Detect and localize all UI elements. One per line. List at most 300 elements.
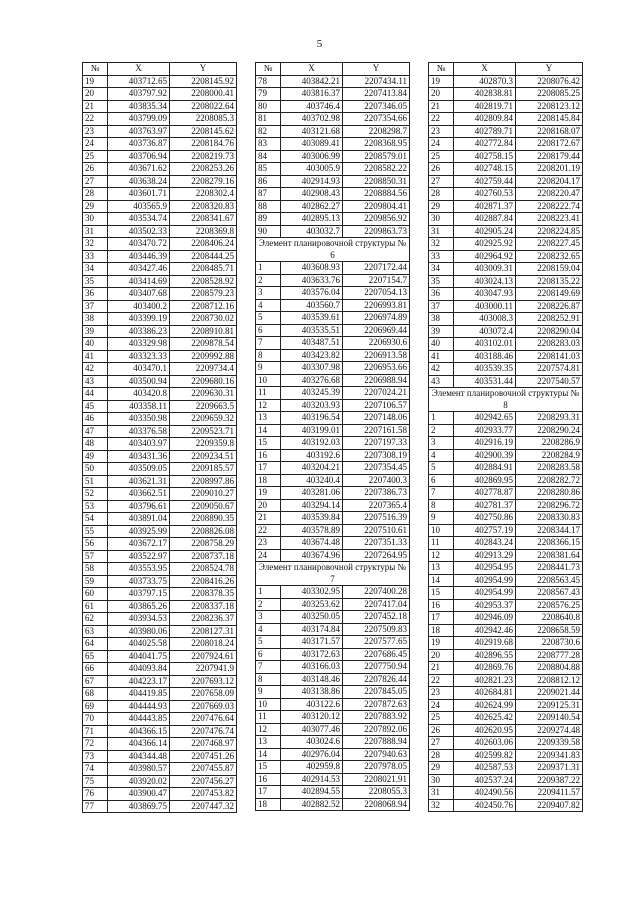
x-coordinate: 402905.24 [454,225,516,238]
point-number: 27 [83,175,108,188]
coordinates-table-3 [428,62,583,812]
y-coordinate: 2208280.86 [516,487,583,500]
table-row [83,313,237,326]
x-coordinate: 403423.82 [281,349,343,362]
y-coordinate: 2209734.4 [170,363,237,376]
table-row [256,449,410,462]
point-number: 67 [83,675,108,688]
table-row [429,649,583,662]
y-coordinate: 2208279.16 [170,175,237,188]
table-row [429,474,583,487]
y-coordinate: 2208528.92 [170,275,237,288]
x-coordinate: 403702.98 [281,113,343,126]
table-row [429,749,583,762]
point-number: 12 [256,723,281,736]
y-coordinate: 2207417.04 [343,598,410,611]
table-row [429,624,583,637]
y-coordinate: 2208378.35 [170,588,237,601]
y-coordinate: 2208524.78 [170,563,237,576]
point-number: 13 [429,562,454,575]
y-coordinate: 2208826.08 [170,525,237,538]
y-coordinate: 2207308.19 [343,449,410,462]
x-coordinate: 403934.53 [108,613,170,626]
header-y: Y [516,63,583,76]
point-number: 17 [256,786,281,799]
x-coordinate: 403470.1 [108,363,170,376]
table-row [83,638,237,651]
y-coordinate: 2208076.42 [516,75,583,88]
point-number: 49 [83,450,108,463]
table-row [83,375,237,388]
point-number: 23 [256,537,281,550]
table-row [429,637,583,650]
table-row [429,325,583,338]
x-coordinate: 402843.24 [454,537,516,550]
table-row [83,788,237,801]
y-coordinate: 2209630.31 [170,388,237,401]
point-number: 7 [429,487,454,500]
point-number: 37 [429,300,454,313]
y-coordinate: 2207354.66 [343,113,410,126]
table-row [429,150,583,163]
table-row [256,698,410,711]
table-row [429,313,583,326]
table-row [256,648,410,661]
point-number: 15 [256,761,281,774]
y-coordinate: 2207510.61 [343,524,410,537]
point-number: 81 [256,113,281,126]
y-coordinate: 2209125.31 [516,699,583,712]
y-coordinate: 2208296.72 [516,499,583,512]
point-number: 19 [83,75,108,88]
table-row [429,449,583,462]
x-coordinate: 403816.37 [281,88,343,101]
point-number: 21 [429,100,454,113]
y-coordinate: 2208018.24 [170,638,237,651]
section-heading: Элемент планировочной структуры № 7 [256,562,410,586]
x-coordinate: 402778.87 [454,487,516,500]
y-coordinate: 2209185.57 [170,463,237,476]
y-coordinate: 2207888.94 [343,736,410,749]
point-number: 2 [256,274,281,287]
point-number: 62 [83,613,108,626]
y-coordinate: 2208232.65 [516,250,583,263]
x-coordinate: 403196.54 [281,412,343,425]
point-number: 18 [429,624,454,637]
x-coordinate: 403329.98 [108,338,170,351]
table-row [256,225,410,238]
point-number: 89 [256,213,281,226]
point-number: 26 [429,724,454,737]
y-coordinate: 2208369.8 [170,225,237,238]
table-row [83,88,237,101]
x-coordinate: 402959.8 [281,761,343,774]
table-row [256,163,410,176]
table-row [429,263,583,276]
table-row [429,612,583,625]
point-number: 3 [429,437,454,450]
y-coordinate: 2206988.94 [343,374,410,387]
x-coordinate: 402624.99 [454,699,516,712]
y-coordinate: 2209234.51 [170,450,237,463]
point-number: 41 [83,350,108,363]
table-row [256,773,410,786]
y-coordinate: 2208290.24 [516,424,583,437]
x-coordinate: 402914.53 [281,773,343,786]
y-coordinate: 2208758.29 [170,538,237,551]
y-coordinate: 2206913.58 [343,349,410,362]
table-row [83,125,237,138]
x-coordinate: 402900.39 [454,449,516,462]
x-coordinate: 402789.71 [454,125,516,138]
point-number: 40 [429,338,454,351]
point-number: 15 [429,587,454,600]
table-row [429,375,583,388]
point-number: 29 [429,762,454,775]
y-coordinate: 2207686.45 [343,648,410,661]
table-row [429,163,583,176]
y-coordinate: 2208253.26 [170,163,237,176]
y-coordinate: 2207826.44 [343,673,410,686]
table-row [83,475,237,488]
point-number: 39 [429,325,454,338]
table-row [429,250,583,263]
table-row [256,537,410,550]
y-coordinate: 2208220.47 [516,188,583,201]
x-coordinate: 403925.99 [108,525,170,538]
x-coordinate: 403302.95 [281,586,343,599]
point-number: 22 [256,524,281,537]
y-coordinate: 2207574.81 [516,363,583,376]
table-row [256,549,410,562]
y-coordinate: 2208149.69 [516,288,583,301]
table-row [429,712,583,725]
point-number: 22 [429,113,454,126]
point-number: 47 [83,425,108,438]
y-coordinate: 2208085.3 [170,113,237,126]
point-number: 79 [256,88,281,101]
y-coordinate: 2208812.12 [516,674,583,687]
table-row [83,263,237,276]
y-coordinate: 2208224.85 [516,225,583,238]
point-number: 13 [256,412,281,425]
y-coordinate: 2208576.25 [516,599,583,612]
header-number: № [83,63,108,76]
y-coordinate: 2209804.41 [343,200,410,213]
point-number: 35 [429,275,454,288]
point-number: 21 [429,662,454,675]
x-coordinate: 403796.61 [108,500,170,513]
y-coordinate: 2208201.19 [516,163,583,176]
table-row [429,412,583,425]
point-number: 32 [83,238,108,251]
x-coordinate: 402781.37 [454,499,516,512]
table-row [83,188,237,201]
point-number: 23 [429,125,454,138]
point-number: 10 [429,524,454,537]
x-coordinate: 403431.36 [108,450,170,463]
point-number: 59 [83,575,108,588]
point-number: 30 [429,213,454,226]
point-number: 57 [83,550,108,563]
y-coordinate: 2208184.76 [170,138,237,151]
table-row [429,300,583,313]
y-coordinate: 2207476.74 [170,725,237,738]
table-row [83,275,237,288]
x-coordinate: 402869.95 [454,474,516,487]
header-number: № [429,63,454,76]
table-row [256,611,410,624]
point-number: 64 [83,638,108,651]
point-number: 32 [429,799,454,812]
x-coordinate: 402896.55 [454,649,516,662]
point-number: 29 [429,200,454,213]
x-coordinate: 403276.68 [281,374,343,387]
point-number: 2 [256,598,281,611]
point-number: 13 [256,736,281,749]
x-coordinate: 404344.48 [108,750,170,763]
point-number: 76 [83,788,108,801]
table-row [83,450,237,463]
y-coordinate: 2207476.64 [170,713,237,726]
table-row [256,387,410,400]
header-x: X [108,63,170,76]
x-coordinate: 404366.14 [108,738,170,751]
table-row [429,549,583,562]
point-number: 8 [256,349,281,362]
table-row [83,700,237,713]
table-row [429,200,583,213]
table-row [256,100,410,113]
y-coordinate: 2209863.73 [343,225,410,238]
point-number: 20 [429,649,454,662]
y-coordinate: 2207400.28 [343,586,410,599]
y-coordinate: 2208283.03 [516,338,583,351]
y-coordinate: 2208444.25 [170,250,237,263]
table-row [429,424,583,437]
point-number: 43 [83,375,108,388]
y-coordinate: 2208344.17 [516,524,583,537]
y-coordinate: 2207455.87 [170,763,237,776]
x-coordinate: 403281.06 [281,487,343,500]
point-number: 10 [256,698,281,711]
point-number: 7 [256,661,281,674]
point-number: 63 [83,625,108,638]
point-number: 24 [429,138,454,151]
table-row [429,699,583,712]
point-number: 25 [429,712,454,725]
y-coordinate: 2208135.22 [516,275,583,288]
x-coordinate: 403240.4 [281,474,343,487]
y-coordinate: 2208777.28 [516,649,583,662]
x-coordinate: 402587.53 [454,762,516,775]
table-row [429,737,583,750]
point-number: 54 [83,513,108,526]
y-coordinate: 2208145.84 [516,113,583,126]
table-row [429,662,583,675]
y-coordinate: 2208204.17 [516,175,583,188]
y-coordinate: 2207413.84 [343,88,410,101]
x-coordinate: 404093.84 [108,663,170,676]
x-coordinate: 402884.91 [454,462,516,475]
x-coordinate: 403323.33 [108,350,170,363]
y-coordinate: 2209341.83 [516,749,583,762]
table-row [83,138,237,151]
point-number: 16 [256,773,281,786]
x-coordinate: 402976.04 [281,748,343,761]
table-row [429,288,583,301]
y-coordinate: 2208145.62 [170,125,237,138]
table-row [256,623,410,636]
x-coordinate: 403399.19 [108,313,170,326]
x-coordinate: 402620.95 [454,724,516,737]
x-coordinate: 403188.46 [454,350,516,363]
x-coordinate: 402870.3 [454,75,516,88]
table-row [429,524,583,537]
table-row [83,538,237,551]
x-coordinate: 403621.31 [108,475,170,488]
table-row [83,488,237,501]
section-heading-row [256,562,410,586]
table-row [256,175,410,188]
point-number: 10 [256,374,281,387]
x-coordinate: 403250.05 [281,611,343,624]
y-coordinate: 2207451.26 [170,750,237,763]
x-coordinate: 403192.03 [281,437,343,450]
table-row [83,75,237,88]
x-coordinate: 403171.57 [281,636,343,649]
x-coordinate: 402490.56 [454,787,516,800]
y-coordinate: 2208168.07 [516,125,583,138]
y-coordinate: 2208910.81 [170,325,237,338]
point-number: 4 [429,449,454,462]
point-number: 11 [429,537,454,550]
table-row [256,723,410,736]
point-number: 22 [429,674,454,687]
table-row [83,575,237,588]
point-number: 33 [429,250,454,263]
coordinates-table-1 [82,62,237,813]
x-coordinate: 403662.51 [108,488,170,501]
point-number: 77 [83,800,108,813]
point-number: 26 [429,163,454,176]
x-coordinate: 403733.75 [108,575,170,588]
table-row [429,175,583,188]
point-number: 29 [83,200,108,213]
table-row [429,787,583,800]
y-coordinate: 2208337.18 [170,600,237,613]
header-x: X [454,63,516,76]
point-number: 72 [83,738,108,751]
x-coordinate: 403138.86 [281,686,343,699]
y-coordinate: 2209992.88 [170,350,237,363]
x-coordinate: 403891.04 [108,513,170,526]
x-coordinate: 403633.76 [281,274,343,287]
table-row [83,775,237,788]
y-coordinate: 2208658.59 [516,624,583,637]
table-row [256,598,410,611]
y-coordinate: 2207172.44 [343,262,410,275]
y-coordinate: 2208068.94 [343,798,410,811]
point-number: 14 [429,574,454,587]
point-number: 38 [83,313,108,326]
point-number: 40 [83,338,108,351]
x-coordinate: 403005.9 [281,163,343,176]
y-coordinate: 2207892.06 [343,723,410,736]
table-row [256,487,410,500]
table-row [429,599,583,612]
y-coordinate: 2208366.15 [516,537,583,550]
x-coordinate: 404025.58 [108,638,170,651]
table-row [83,325,237,338]
table-row [256,686,410,699]
table-row [429,238,583,251]
y-coordinate: 2207351.33 [343,537,410,550]
y-coordinate: 2207940.63 [343,748,410,761]
x-coordinate: 403900.47 [108,788,170,801]
x-coordinate: 402895.13 [281,213,343,226]
x-coordinate: 402684.81 [454,687,516,700]
x-coordinate: 403358.11 [108,400,170,413]
y-coordinate: 2207540.57 [516,375,583,388]
x-coordinate: 403539.84 [281,512,343,525]
table-row [83,588,237,601]
table-row [256,462,410,475]
x-coordinate: 402748.15 [454,163,516,176]
table-row [83,550,237,563]
point-number: 8 [256,673,281,686]
x-coordinate: 403253.62 [281,598,343,611]
y-coordinate: 2208252.91 [516,313,583,326]
x-coordinate: 402869.76 [454,662,516,675]
x-coordinate: 403565.9 [108,200,170,213]
x-coordinate: 402819.71 [454,100,516,113]
x-coordinate: 403842.21 [281,75,343,88]
x-coordinate: 403674.48 [281,537,343,550]
table-row [83,150,237,163]
y-coordinate: 2207924.61 [170,650,237,663]
point-number: 30 [429,774,454,787]
x-coordinate: 403672.17 [108,538,170,551]
y-coordinate: 2209359.8 [170,438,237,451]
point-number: 61 [83,600,108,613]
x-coordinate: 402942.46 [454,624,516,637]
point-number: 19 [429,75,454,88]
y-coordinate: 2208282.72 [516,474,583,487]
y-coordinate: 2209050.67 [170,500,237,513]
x-coordinate: 403601.71 [108,188,170,201]
table-row [429,724,583,737]
table-row [256,748,410,761]
y-coordinate: 2208997.86 [170,475,237,488]
y-coordinate: 2208127.31 [170,625,237,638]
table-row [83,113,237,126]
y-coordinate: 2208302.4 [170,188,237,201]
x-coordinate: 402757.19 [454,524,516,537]
x-coordinate: 403072.4 [454,325,516,338]
y-coordinate: 2208730.6 [516,637,583,650]
y-coordinate: 2208579.23 [170,288,237,301]
point-number: 14 [256,748,281,761]
table-row [429,762,583,775]
x-coordinate: 403797.15 [108,588,170,601]
x-coordinate: 403920.02 [108,775,170,788]
point-number: 50 [83,463,108,476]
point-number: 6 [256,324,281,337]
point-number: 3 [256,611,281,624]
point-number: 53 [83,500,108,513]
point-number: 1 [429,412,454,425]
